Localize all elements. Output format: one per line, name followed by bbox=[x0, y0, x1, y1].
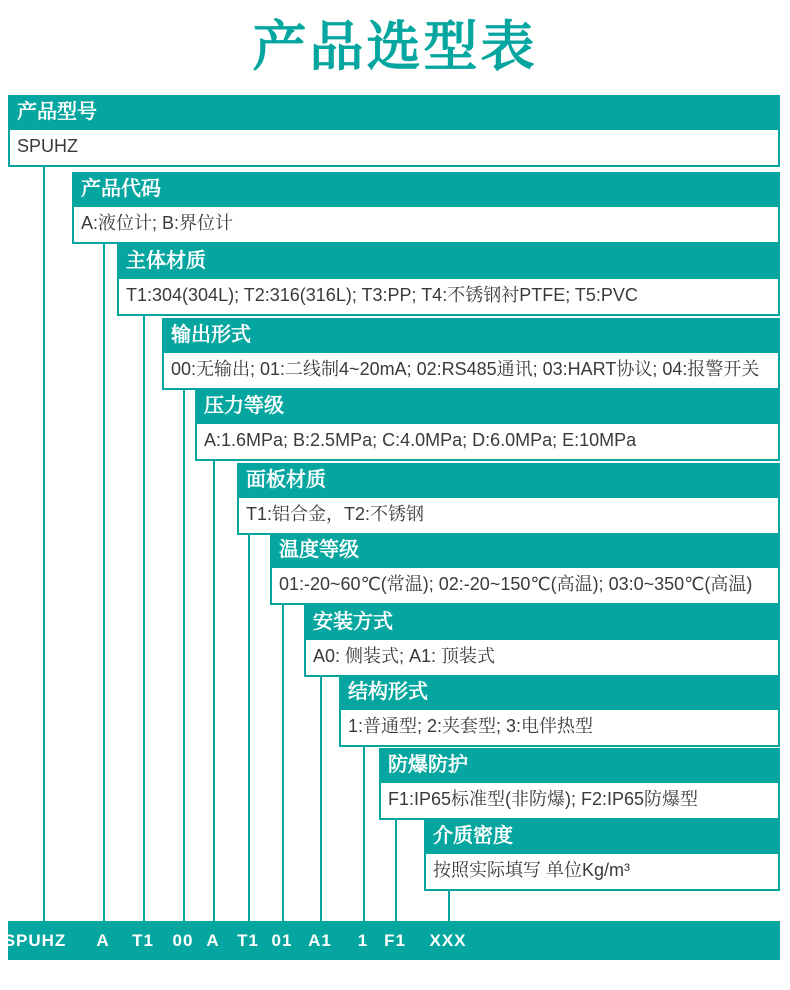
model-code-product-code: A bbox=[96, 931, 110, 950]
connector-line-product-code bbox=[103, 244, 105, 921]
structure-type-options: 1:普通型; 2:夹套型; 3:电伴热型 bbox=[339, 710, 780, 747]
spec-level-medium-density bbox=[424, 819, 780, 891]
product-code-header: 产品代码 bbox=[72, 172, 780, 207]
spec-level-product-model bbox=[8, 95, 780, 167]
model-code-structure-type: 1 bbox=[357, 931, 369, 950]
spec-level-product-code bbox=[72, 172, 780, 244]
main-body-material-options: T1:304(304L); T2:316(316L); T3:PP; T4:不锈钢衬PTFE; T5:PVC bbox=[117, 279, 780, 316]
temperature-class-header: 温度等级 bbox=[270, 533, 780, 568]
output-type-header: 输出形式 bbox=[162, 318, 780, 353]
connector-line-structure-type bbox=[363, 747, 365, 921]
product-code-options: A:液位计; B:界位计 bbox=[72, 207, 780, 244]
model-code-temperature-class: 01 bbox=[271, 931, 293, 950]
page-title: 产品选型表 bbox=[252, 17, 538, 77]
main-body-material-header: 主体材质 bbox=[117, 244, 780, 279]
spec-level-structure-type bbox=[339, 675, 780, 747]
medium-density-options: 按照实际填写 单位Kg/m³ bbox=[424, 854, 780, 891]
product-model-options: SPUHZ bbox=[8, 130, 780, 167]
spec-level-explosion-protection bbox=[379, 748, 780, 820]
installation-type-options: A0: 侧装式; A1: 顶装式 bbox=[304, 640, 780, 677]
connector-line-temperature-class bbox=[282, 605, 284, 921]
model-code-bar bbox=[3, 921, 780, 960]
medium-density-header: 介质密度 bbox=[424, 819, 780, 854]
model-code-output-type: 00 bbox=[172, 931, 194, 950]
connector-line-medium-density bbox=[448, 891, 450, 921]
spec-level-output-type bbox=[162, 318, 780, 390]
model-code-medium-density: XXX bbox=[429, 931, 467, 950]
model-code-panel-material: T1 bbox=[237, 931, 259, 950]
connector-line-panel-material bbox=[248, 535, 250, 921]
explosion-protection-options: F1:IP65标准型(非防爆); F2:IP65防爆型 bbox=[379, 783, 780, 820]
output-type-options: 00:无输出; 01:二线制4~20mA; 02:RS485通讯; 03:HART协议; 04:报警开关 bbox=[162, 353, 780, 390]
spec-level-pressure-rating bbox=[195, 389, 780, 461]
spec-level-main-body-material bbox=[117, 244, 780, 316]
explosion-protection-header: 防爆防护 bbox=[379, 748, 780, 783]
spec-level-panel-material bbox=[237, 463, 780, 535]
connector-line-output-type bbox=[183, 390, 185, 921]
connector-line-pressure-rating bbox=[213, 461, 215, 921]
temperature-class-options: 01:-20~60℃(常温); 02:-20~150℃(高温); 03:0~350℃(高温) bbox=[270, 568, 780, 605]
connector-line-main-body-material bbox=[143, 316, 145, 921]
pressure-rating-options: A:1.6MPa; B:2.5MPa; C:4.0MPa; D:6.0MPa; E:10MPa bbox=[195, 424, 780, 461]
model-code-explosion-protection: F1 bbox=[384, 931, 406, 950]
structure-type-header: 结构形式 bbox=[339, 675, 780, 710]
installation-type-header: 安装方式 bbox=[304, 605, 780, 640]
spec-level-temperature-class bbox=[270, 533, 780, 605]
model-code-main-body-material: T1 bbox=[132, 931, 154, 950]
panel-material-options: T1:铝合金，T2:不锈钢 bbox=[237, 498, 780, 535]
spec-level-installation-type bbox=[304, 605, 780, 677]
model-code-installation-type: A1 bbox=[308, 931, 332, 950]
connector-line-explosion-protection bbox=[395, 820, 397, 921]
model-code-pressure-rating: A bbox=[206, 931, 220, 950]
pressure-rating-header: 压力等级 bbox=[195, 389, 780, 424]
connector-line-product-model bbox=[43, 167, 45, 921]
model-code-product-model: SPUHZ bbox=[3, 931, 67, 950]
connector-line-installation-type bbox=[320, 677, 322, 921]
panel-material-header: 面板材质 bbox=[237, 463, 780, 498]
product-model-header: 产品型号 bbox=[8, 95, 780, 130]
